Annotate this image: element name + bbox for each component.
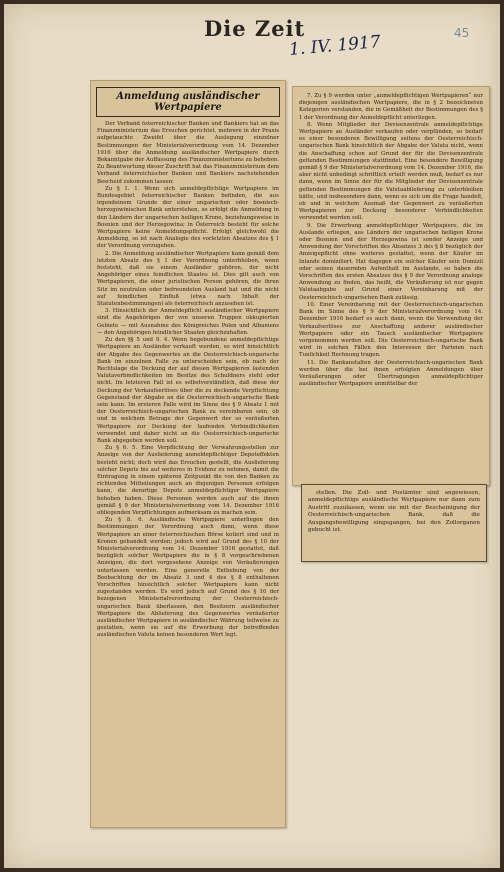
paragraph: 9. Die Erwerbung anmeldepflichtiger Wertpapiere, die im Auslande erliegen, aus Ländern der ungarischen heiligen Krone oder Bosnien und der Herzegowina ist sonder Anzeige und Anwendung der Vorschriften des Absatzes 3 des § 8 bezüglich der Anzeigepflicht ohne weiteres gestattet, wenn der Käufer im Inlande domiziliert. Hat dagegen ein solcher Käufer sein Domizil oder seinen dauernden Aufenthalt im Auslande, so haben die Vorschriften des ersten Absatzes des § 9 der Verordnung analoge Anwendung zu finden, das heißt, die Veräußerung ist nur gegen Valutaabgabe auf Grund einer Vereinbarung mit der Oesterreichisch-ungarischen Bank zulässig. — [299, 222, 483, 301]
paragraph: Zu den §§ 5 und 9. 4. Wenn begebundene anmeldepflichtige Wertpapiere an Ausländer verkauft werden, so wird hinsichtlich der Abgabe des Gegenwertes an die Oesterreichisch-ungarische Bank im einzelnen Falle zu unterscheiden sein, ob nach der Rechtslage die Deckung der auf diesen Wertpapieren lastenden Valutaverbindlichkeiten im Besitze des Schuldners steht oder nicht. Im letzteren Fall ist es selbstverständlich, daß diese der Deckung der Verkaufserlöses über die zu deckende Verpflichtung Gegenstand der Abgabe an die Oesterreichisch-ungarische Bank sein kann. Im ersteren Falle wird im Sinne des § 9 Absatz 1 mit der Oesterreichisch-ungarischen Bank zu vereinbaren sein, ob und in welchem Betrage der Gegenwert der so veräußerten Wertpapiere zur Deckung der laufenden Verbindlichkeiten verwendet und daher nicht an die Oesterreichisch-ungarische Bank abgegeben werden soll. — [97, 337, 279, 444]
paragraph: Zu § 6. 5. Eine Verpflichtung der Verwahrungsstellen zur Anzeige von der Auslieferung anmeldepflichtiger Depoteffekten besteht nicht; doch wird das Ersuchen gestellt, die Auslieferung solcher Depots bis auf weiteres in Evidenz zu nehmen, damit die Eintragung in einem späteren Zeitpunkt die von den Banken zu richtenden Mitteilungen auch an diejenigen Personen erfolgen kann, die derartige Depots anmeldepflichtiger Wertpapiere behoben haben. Diese Personen werden auch auf die ihnen gemäß § 9 der Ministerialverordnung vom 14. Dezember 1916 obliegenden Verpflichtungen aufmerksam zu machen sein. — [97, 445, 279, 516]
paragraph: 7. Zu § 9 werden unter „anmeldepflichtigen Wertpapieren“ nur diejenigen ausländischen Wertpapiere, die in § 2 bezeichneten Kategorien verstanden, die in Gemäßheit der Bestimmungen des § 1 der Verordnung der Anmeldepflicht unterliegen. — [299, 93, 483, 121]
clipping-right — [292, 86, 490, 486]
clipping-box — [301, 484, 487, 562]
paragraph: Zu § 8. 6. Ausländische Wertpapiere unterliegen den Bestimmungen der Verordnung auch dann, wenn diese Wertpapiere an einer österreichischen Börse kotiert sind und in Kronen gehandelt werden; jedoch wird auf Grund des § 10 der Ministerialverordnung vom 14. Dezember 1916 gestattet, daß bezüglich solcher Wertpapiere die in § 8 vorgeschriebenen Anzeigen, die dort vorgesehene Anzeige von Veräußerungen unterlassen werden. Eine generelle Enthebung von der Beobachtung der im Absatz 3 und 4 des § 8 enthaltenen Vorschriften hinsichtlich solcher Wertpapiere kann nicht zugestanden werden. Es wird jedoch auf Grund des § 10 der bezogenen Ministerialverordnung der Oesterreichisch-ungarischen Bank überlassen, den Besitzern ausländischer Wertpapiere die Ablieferung des Gegenwertes veräußerter ausländischer Wertpapiere in ausländischer Währung teilweise zu gestatten, wenn sie auf die Erwerbung der betreffenden ausländischen Valuta keinen besonderen Wert legt. — [97, 517, 279, 639]
paragraph: 3. Hinsichtlich der Anmeldepflicht ausländischer Wertpapiere sind die Angehörigen der von unseren Truppen okkupierten Gebiete — mit Ausnahme des Königreiches Polen und Albaniens — den Angehörigen feindlicher Staaten gleichzuhalten. — [97, 308, 279, 336]
boxed-text — [302, 485, 486, 534]
article-body-right — [293, 87, 489, 388]
article-title: Anmeldung ausländischer Wertpapiere — [96, 87, 280, 117]
paragraph: 10. Einer Vereinbarung mit der Oesterreichisch-ungarischen Bank im Sinne des § 9 der Ministerialverordnung vom 14. Dezember 1916 bedarf es auch dann, wenn die Verwendung der Verkaufserlöses zur Anschaffung anderer ausländischer Wertpapiere oder ein Tausch ausländischer Wertpapiere vorgenommen werden soll. Die Oesterreichisch-ungarische Bank wird in solchen Fällen den Interessen der Parteien nach Tunlichkeit Rechnung tragen. — [299, 301, 483, 359]
clipping-left — [90, 80, 286, 828]
paragraph: 11. Die Bankanstalten der Oesterreichisch-ungarischen Bank werden über die bei ihnen erfolgten Anmeldungen über Veräußerungen oder Übertragungen anmeldepflichtiger ausländischer Wertpapiere unmittelbar der — [299, 359, 483, 388]
paragraph: Der Verband österreichischer Banken und Bankiers hat an das Finanzministerium das Ersuchen gerichtet, mehrere in der Praxis aufgetauchte Zweifel über die Auslegung einzelner Bestimmungen der Ministerialverordnung vom 14. Dezember 1916 über die Anmeldung ausländischer Wertpapiere durch Bekanntgabe der Auffassung des Finanzministeriums zu beheben. Zu Beantwortung dieser Zuschrift hat das Finanzministerium dem Verband österreichischer Banken und Bankiers nachstehenden Bescheid zukommen lassen: — [97, 121, 279, 185]
handwritten-page-number: 45 — [454, 26, 470, 40]
paragraph: stellen. Die Zoll- und Postämter sind angewiesen, anmeldepflichtige ausländische Wertpapiere nur dann zum Austritt zuzulassen, wenn sie mit der Bescheinigung der Oesterreichisch-ungarischen Bank, daß die Ausgangsbewilligung eingegangen, bei den Zollorganen gebucht ist. — [308, 490, 480, 534]
paragraph: 8. Wenn Mitglieder der Devisenzentrale anmeldepflichtige Wertpapiere an Ausländer verkaufen oder verpfänden, so bedarf es einer besonderen Bewilligung seitens der Oesterreichisch-ungarischen Bank hinsichtlich der Abgabe der Valuta nicht, wenn die Anschaffung schon auf Grund der für die Devisenzentrale geltenden Bestimmungen stattfindet. Eine besondere Bewilligung gemäß § 9 der Ministerialverordnung vom 14. Dezember 1916, die aber nicht unbedingt schriftlich erteilt werden muß, bedarf es nur dann, wenn im Sinne der für die Mitglieder der Devisenzentrale geltenden Bestimmungen die Valutaablieferung zu unterbleiben hätte, und insbesondere dann, wenn es sich um die Frage handelt, ob und in welchem Ausmaß der Gegenwert zu veräußerten Wertpapieren zur Deckung besonderer Verbindlichkeiten verwendet werden soll. — [299, 121, 483, 222]
archive-page — [4, 4, 500, 868]
article-body-left — [91, 121, 285, 640]
handwritten-date: 1. IV. 1917 — [288, 32, 382, 60]
newspaper-title: Die Zeit — [204, 16, 306, 41]
paragraph: Zu § 1. 1. Wenn sich anmeldepflichtige Wertpapiere im Bundesgebiet österreichischer Banken befinden, die aus irgendeinem Grunde der einer ungarischen oder bosnisch-herzegowinischen Bank unterstehen, so erfolgt die Anmeldung in den Ländern der ungarischen heiligen Krone, beziehungsweise in Bosnien und der Herzegowina; in Österreich besteht für solche Wertpapiere keine Anmeldungspflicht. Erfolgt gleichwohl die Anmeldung, so ist nach Analogie des vorletzten Absatzes des § 1 der Verordnung vorzugehen. — [97, 185, 279, 250]
paragraph: 2. Die Anmeldung ausländischer Wertpapiere kann gemäß dem letzten Absatz des § 1 der Verordnung unterbleiben, wenn feststeht, daß sie einem Ausländer gehören, der nicht Angehöriger eines feindlichen Staates ist. Dies gilt auch von Wertpapieren, die einer juristischen Person gehören, die ihren Sitz im neutralen oder befreundeten Ausland hat und die nicht auf feindlichen Einfluß (etwa nach Inhalt der Statutenbestimmungen) als österreichisch anzusehen ist. — [97, 250, 279, 308]
